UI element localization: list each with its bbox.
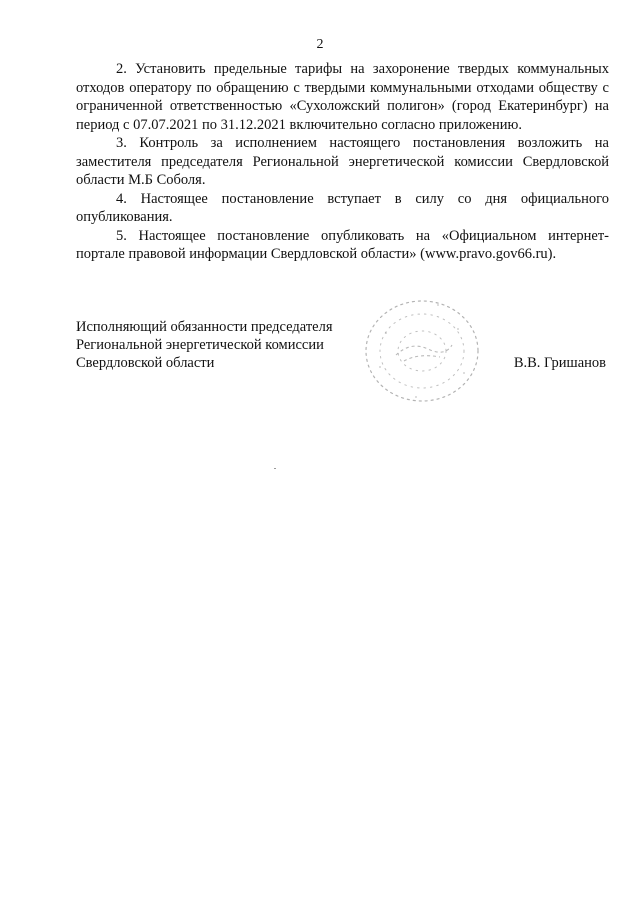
paragraph-3: 3. Контроль за исполнением настоящего постановления возложить на заместителя председателя Региональной энергетической комиссии Свердловской области М.Б Соболя. <box>76 135 609 188</box>
paragraph-4: 4. Настоящее постановление вступает в силу со дня официального опубликования. <box>76 190 609 225</box>
signatory-title <box>76 318 333 372</box>
page-number: 2 <box>316 37 324 52</box>
official-stamp-icon <box>356 293 486 413</box>
paragraph-2: 2. Установить предельные тарифы на захоронение твердых коммунальных отходов оператору по обращению с твердыми коммунальными отходами обществу с ограниченной ответственностью «Сухоложский полигон» (город Екатеринбург) на период с 07.07.2021 по 31.12.2021 включительно согласно приложению. <box>76 61 609 133</box>
signatory-title-line: Региональной энергетической комиссии <box>76 337 324 353</box>
paragraph-5: 5. Настоящее постановление опубликовать на «Официальном интернет-портале правовой информации Свердловской области» (www.pravo.gov66.ru). <box>76 227 609 262</box>
signatory-name: В.В. Гришанов <box>513 355 606 371</box>
scan-speck <box>274 468 276 469</box>
document-body <box>76 60 609 264</box>
signature-block <box>76 318 609 428</box>
signatory-title-line: Исполняющий обязанности председателя <box>76 319 333 335</box>
signatory-title-line: Свердловской области <box>76 355 215 371</box>
